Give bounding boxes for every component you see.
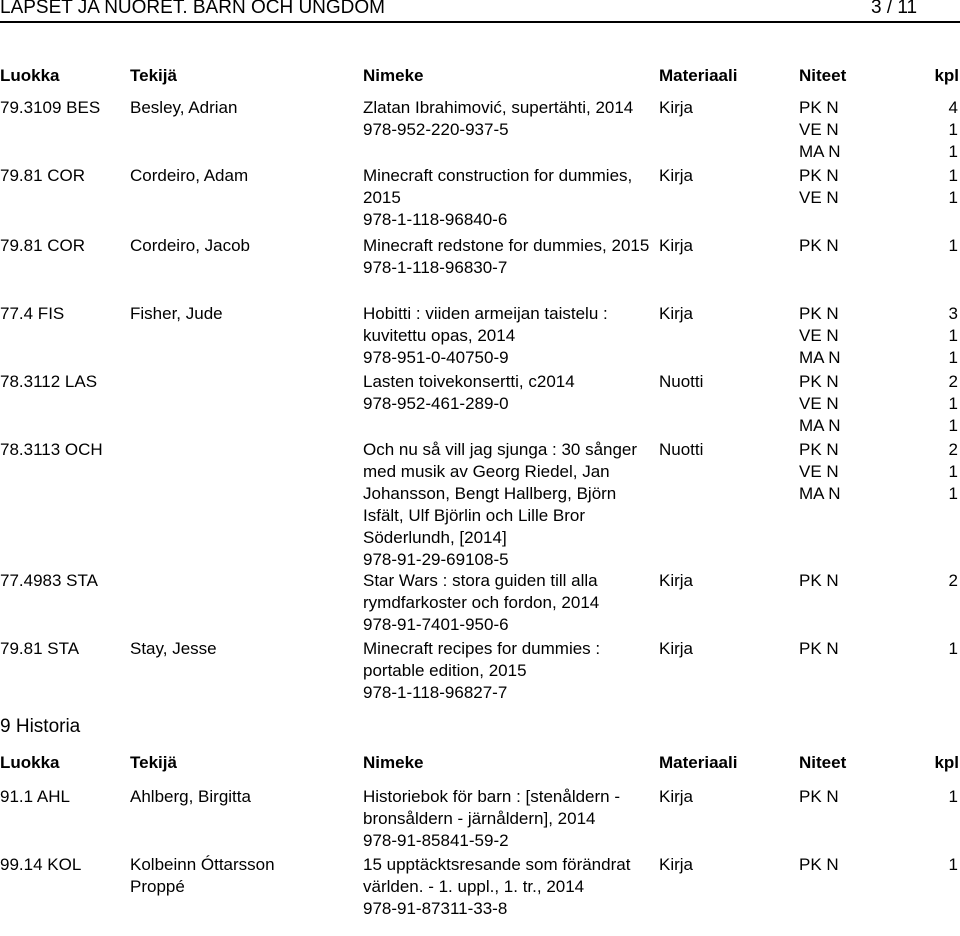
luokka-cell: 78.3112 LAS	[0, 372, 98, 391]
col-header-materiaali: Materiaali	[659, 66, 738, 85]
materiaali-cell: Kirja	[659, 304, 694, 323]
materiaali-cell: Nuotti	[659, 372, 704, 391]
luokka-cell: 79.81 COR	[0, 166, 86, 185]
header-rule	[0, 21, 960, 23]
isbn-text: 978-91-87311-33-8	[363, 899, 508, 918]
section-heading-historia: 9 Historia	[0, 716, 81, 737]
copy-count: 1	[948, 120, 958, 139]
luokka-cell: 77.4983 STA	[0, 571, 98, 590]
location-code: VE N	[799, 462, 839, 481]
col-header-nimeke: Nimeke	[363, 753, 424, 772]
tekija-cell: Besley, Adrian	[130, 98, 238, 117]
location-code: VE N	[799, 188, 839, 207]
copy-count: 1	[948, 166, 958, 185]
title-text: Minecraft redstone for dummies, 2015	[363, 236, 650, 255]
niteet-cell	[799, 786, 859, 808]
materiaali-cell: Kirja	[659, 98, 694, 117]
copy-count: 1	[948, 326, 958, 345]
location-code: PK N	[799, 98, 839, 117]
isbn-text: 978-91-29-69108-5	[363, 550, 509, 569]
copy-count: 1	[948, 462, 958, 481]
copy-count: 3	[948, 304, 958, 323]
col-header-niteet: Niteet	[799, 753, 847, 772]
kpl-cell	[918, 165, 958, 209]
materiaali-cell: Kirja	[659, 639, 694, 658]
location-code: VE N	[799, 120, 839, 139]
title-text: 15 upptäcktsresande som förändrat världen. - 1. uppl., 1. tr., 2014	[363, 855, 631, 896]
tekija-cell: Cordeiro, Adam	[130, 166, 249, 185]
column-headers-historia	[0, 752, 960, 774]
page-header	[0, 0, 960, 22]
niteet-cell	[799, 638, 859, 660]
niteet-cell	[799, 570, 859, 592]
tekija-cell: Kolbeinn Óttarsson Proppé	[130, 855, 275, 896]
isbn-text: 978-951-0-40750-9	[363, 348, 509, 367]
isbn-text: 978-1-118-96840-6	[363, 210, 508, 229]
luokka-cell: 77.4 FIS	[0, 304, 65, 323]
luokka-cell: 78.3113 OCH	[0, 440, 103, 459]
materiaali-cell: Kirja	[659, 166, 694, 185]
nimeke-cell	[363, 786, 651, 852]
luokka-cell: 79.3109 BES	[0, 98, 101, 117]
nimeke-cell	[363, 165, 651, 231]
tekija-cell: Cordeiro, Jacob	[130, 236, 251, 255]
location-code: VE N	[799, 394, 839, 413]
col-header-materiaali: Materiaali	[659, 753, 738, 772]
nimeke-cell	[363, 97, 651, 141]
copy-count: 1	[948, 855, 958, 874]
nimeke-cell	[363, 371, 651, 415]
location-code: PK N	[799, 639, 839, 658]
col-header-kpl: kpl	[934, 66, 959, 85]
materiaali-cell: Kirja	[659, 787, 694, 806]
kpl-cell	[918, 303, 958, 369]
location-code: VE N	[799, 326, 839, 345]
title-text: Minecraft recipes for dummies : portable edition, 2015	[363, 639, 601, 680]
location-code: MA N	[799, 348, 841, 367]
copy-count: 4	[948, 98, 958, 117]
title-text: Lasten toivekonsertti, c2014	[363, 372, 575, 391]
kpl-cell	[918, 97, 958, 163]
copy-count: 1	[948, 394, 958, 413]
col-header-luokka: Luokka	[0, 66, 60, 85]
tekija-cell: Ahlberg, Birgitta	[130, 787, 251, 806]
isbn-text: 978-91-85841-59-2	[363, 831, 509, 850]
niteet-cell	[799, 854, 859, 876]
copy-count: 1	[948, 787, 958, 806]
isbn-text: 978-91-7401-950-6	[363, 615, 509, 634]
copy-count: 1	[948, 484, 958, 503]
kpl-cell	[918, 786, 958, 808]
copy-count: 1	[948, 142, 958, 161]
kpl-cell	[918, 439, 958, 505]
kpl-cell	[918, 854, 958, 876]
kpl-cell	[918, 235, 958, 257]
col-header-luokka: Luokka	[0, 753, 60, 772]
location-code: PK N	[799, 571, 839, 590]
copy-count: 2	[948, 571, 958, 590]
copy-count: 1	[948, 188, 958, 207]
nimeke-cell	[363, 439, 651, 571]
tekija-cell: Fisher, Jude	[130, 304, 223, 323]
title-text: Star Wars : stora guiden till alla rymdfarkoster och fordon, 2014	[363, 571, 600, 612]
nimeke-cell	[363, 303, 651, 369]
location-code: MA N	[799, 416, 841, 435]
col-header-nimeke: Nimeke	[363, 66, 424, 85]
tekija-cell: Stay, Jesse	[130, 639, 217, 658]
materiaali-cell: Kirja	[659, 571, 694, 590]
copy-count: 1	[948, 236, 958, 255]
title-text: Hobitti : viiden armeijan taistelu : kuvitettu opas, 2014	[363, 304, 608, 345]
kpl-cell	[918, 638, 958, 660]
luokka-cell: 91.1 AHL	[0, 787, 70, 806]
col-header-kpl: kpl	[934, 753, 959, 772]
column-headers	[0, 65, 960, 87]
location-code: MA N	[799, 142, 841, 161]
niteet-cell	[799, 371, 859, 437]
page-number: 3 / 11	[871, 0, 918, 18]
niteet-cell	[799, 165, 859, 209]
materiaali-cell: Kirja	[659, 236, 694, 255]
location-code: PK N	[799, 855, 839, 874]
luokka-cell: 79.81 STA	[0, 639, 80, 658]
copy-count: 2	[948, 372, 958, 391]
luokka-cell: 99.14 KOL	[0, 855, 82, 874]
location-code: PK N	[799, 166, 839, 185]
title-text: Och nu så vill jag sjunga : 30 sånger med musik av Georg Riedel, Jan Johansson, Bengt Hallberg, Björn Isfält, Ulf Björlin och Lille Bror Söderlundh, [2014]	[363, 440, 638, 547]
nimeke-cell	[363, 235, 651, 279]
niteet-cell	[799, 235, 859, 257]
nimeke-cell	[363, 854, 651, 920]
nimeke-cell	[363, 638, 651, 704]
copy-count: 2	[948, 440, 958, 459]
kpl-cell	[918, 570, 958, 592]
niteet-cell	[799, 303, 859, 369]
kpl-cell	[918, 371, 958, 437]
nimeke-cell	[363, 570, 651, 636]
title-text: Zlatan Ibrahimović, supertähti, 2014	[363, 98, 634, 117]
title-text: Minecraft construction for dummies, 2015	[363, 166, 633, 207]
col-header-niteet: Niteet	[799, 66, 847, 85]
copy-count: 1	[948, 348, 958, 367]
location-code: PK N	[799, 787, 839, 806]
materiaali-cell: Nuotti	[659, 440, 704, 459]
location-code: PK N	[799, 440, 839, 459]
location-code: PK N	[799, 236, 839, 255]
isbn-text: 978-1-118-96830-7	[363, 258, 508, 277]
location-code: PK N	[799, 304, 839, 323]
niteet-cell	[799, 97, 859, 163]
isbn-text: 978-952-461-289-0	[363, 394, 509, 413]
niteet-cell	[799, 439, 859, 505]
title-text: Historiebok för barn : [stenåldern - bronsåldern - järnåldern], 2014	[363, 787, 621, 828]
luokka-cell: 79.81 COR	[0, 236, 86, 255]
page-title: LAPSET JA NUORET. BARN OCH UNGDOM	[0, 0, 385, 18]
copy-count: 1	[948, 416, 958, 435]
copy-count: 1	[948, 639, 958, 658]
materiaali-cell: Kirja	[659, 855, 694, 874]
isbn-text: 978-952-220-937-5	[363, 120, 509, 139]
location-code: PK N	[799, 372, 839, 391]
col-header-tekija: Tekijä	[130, 753, 177, 772]
isbn-text: 978-1-118-96827-7	[363, 683, 508, 702]
location-code: MA N	[799, 484, 841, 503]
col-header-tekija: Tekijä	[130, 66, 177, 85]
